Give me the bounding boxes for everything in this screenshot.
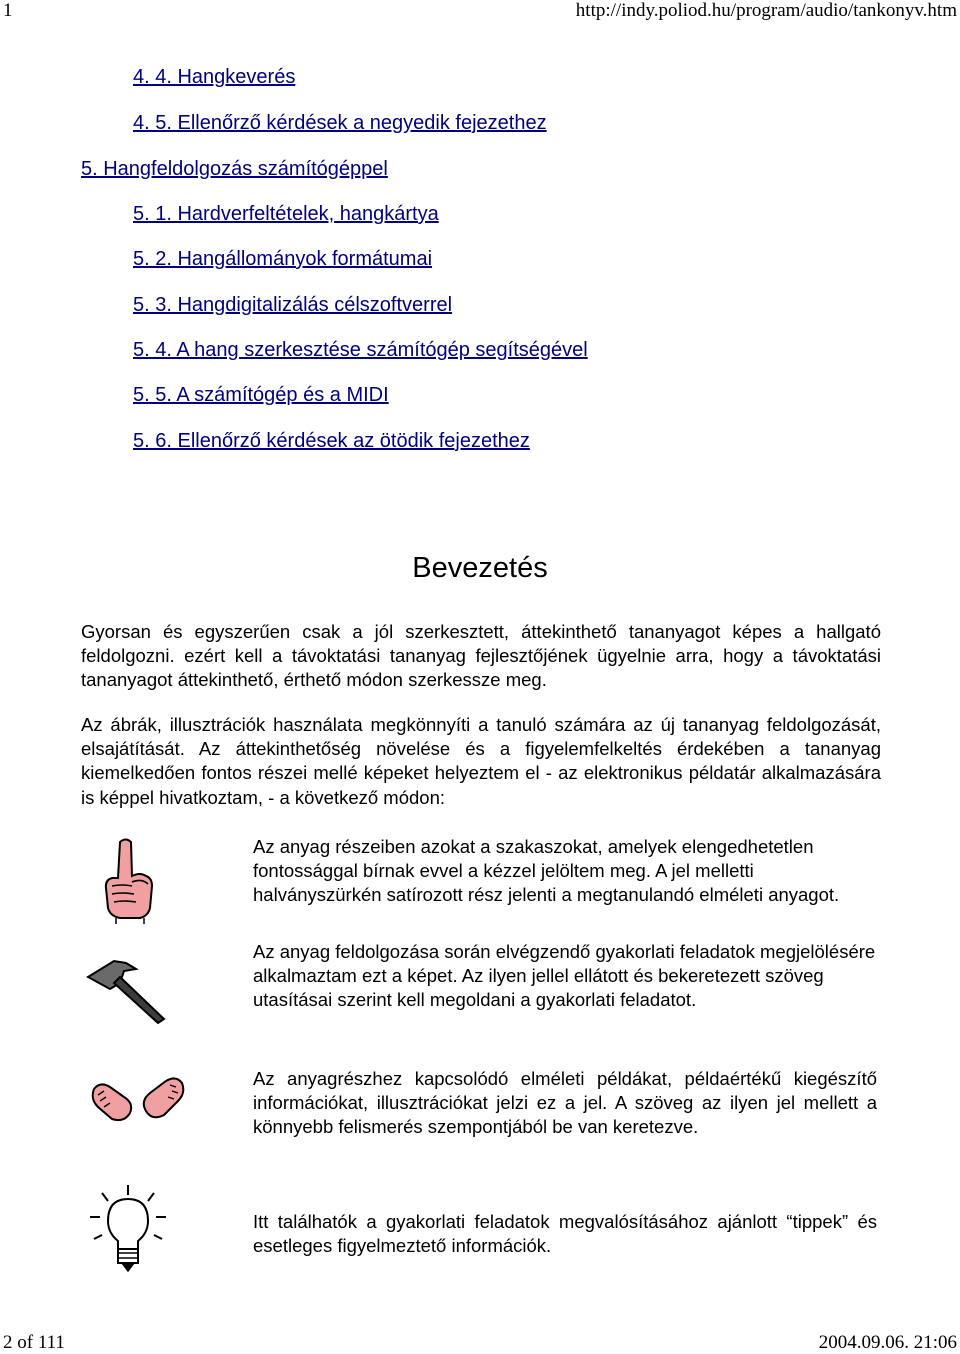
pointing-hand-icon bbox=[100, 838, 156, 929]
toc-link-5-5[interactable]: 5. 5. A számítógép és a MIDI bbox=[133, 384, 389, 406]
hammer-icon bbox=[84, 955, 170, 1030]
legend-text-tips: Itt találhatók a gyakorlati feladatok megvalósításához ajánlott “tippek” és esetleges figyelmeztető információk. bbox=[253, 1211, 877, 1257]
page-count: 2 of 111 bbox=[3, 1332, 65, 1353]
legend-text-important: Az anyag részeiben azokat a szakaszokat, amelyek elengedhetetlen fontossággal bírnak evvel a kézzel jelöltem meg. A jel melletti halványszürkén satírozott rész jelenti a megtanulandó elméleti anyagot. bbox=[253, 836, 840, 906]
intro-paragraph-2: Az ábrák, illusztrációk használata megkönnyíti a tanuló számára az új tananyag feldolgozását, elsajátítását. Az áttekinthetőség növelése és a figyelemfelkeltés érdekében a tananyag kiemelkedően fontos részei mellé képeket helyeztem el - az elektronikus példatár alkalmazására is képpel hivatkoztam, - a következő módon: bbox=[81, 714, 881, 808]
intro-paragraph-1: Gyorsan és egyszerűen csak a jól szerkesztett, áttekinthető tananyagot képes a hallgató feldolgozni. ezért kell a távoktatási tananyag fejlesztőjének ügyelnie arra, hogy a távoktatási tananyagot áttekinthető, érthető módon szerkessze meg. bbox=[81, 621, 881, 691]
print-datetime: 2004.09.06. 21:06 bbox=[818, 1332, 957, 1353]
page-number: 1 bbox=[3, 0, 13, 21]
toc-link-4-4[interactable]: 4. 4. Hangkeverés bbox=[133, 66, 296, 88]
open-hands-icon bbox=[90, 1073, 186, 1136]
toc-link-4-5[interactable]: 4. 5. Ellenőrző kérdések a negyedik fejezethez bbox=[133, 112, 547, 134]
toc-link-5[interactable]: 5. Hangfeldolgozás számítógéppel bbox=[81, 158, 388, 180]
page-url: http://indy.poliod.hu/program/audio/tankonyv.htm bbox=[575, 0, 957, 21]
toc-link-5-3[interactable]: 5. 3. Hangdigitalizálás célszoftverrel bbox=[133, 294, 453, 316]
legend-text-examples: Az anyagrészhez kapcsolódó elméleti példákat, példaértékű kiegészítő információkat, illusztrációkat jelzi ez a jel. A szöveg az ilyen jel mellett a könnyebb felismerés szempontjából be van keretezve. bbox=[253, 1068, 877, 1138]
toc-link-5-2[interactable]: 5. 2. Hangállományok formátumai bbox=[133, 248, 433, 270]
toc-link-5-4[interactable]: 5. 4. A hang szerkesztése számítógép segítségével bbox=[133, 339, 588, 361]
legend-text-practice: Az anyag feldolgozása során elvégzendő gyakorlati feladatok megjelölésére alkalmaztam ezt a képet. Az ilyen jellel ellátott és bekeretezett szöveg utasításai szerint kell megoldani a gyakorlati feladatot. bbox=[253, 941, 876, 1011]
section-title: Bevezetés bbox=[412, 552, 548, 584]
light-bulb-icon bbox=[88, 1183, 168, 1280]
toc-link-5-6[interactable]: 5. 6. Ellenőrző kérdések az ötödik fejezethez bbox=[133, 430, 530, 452]
toc-link-5-1[interactable]: 5. 1. Hardverfeltételek, hangkártya bbox=[133, 203, 439, 225]
